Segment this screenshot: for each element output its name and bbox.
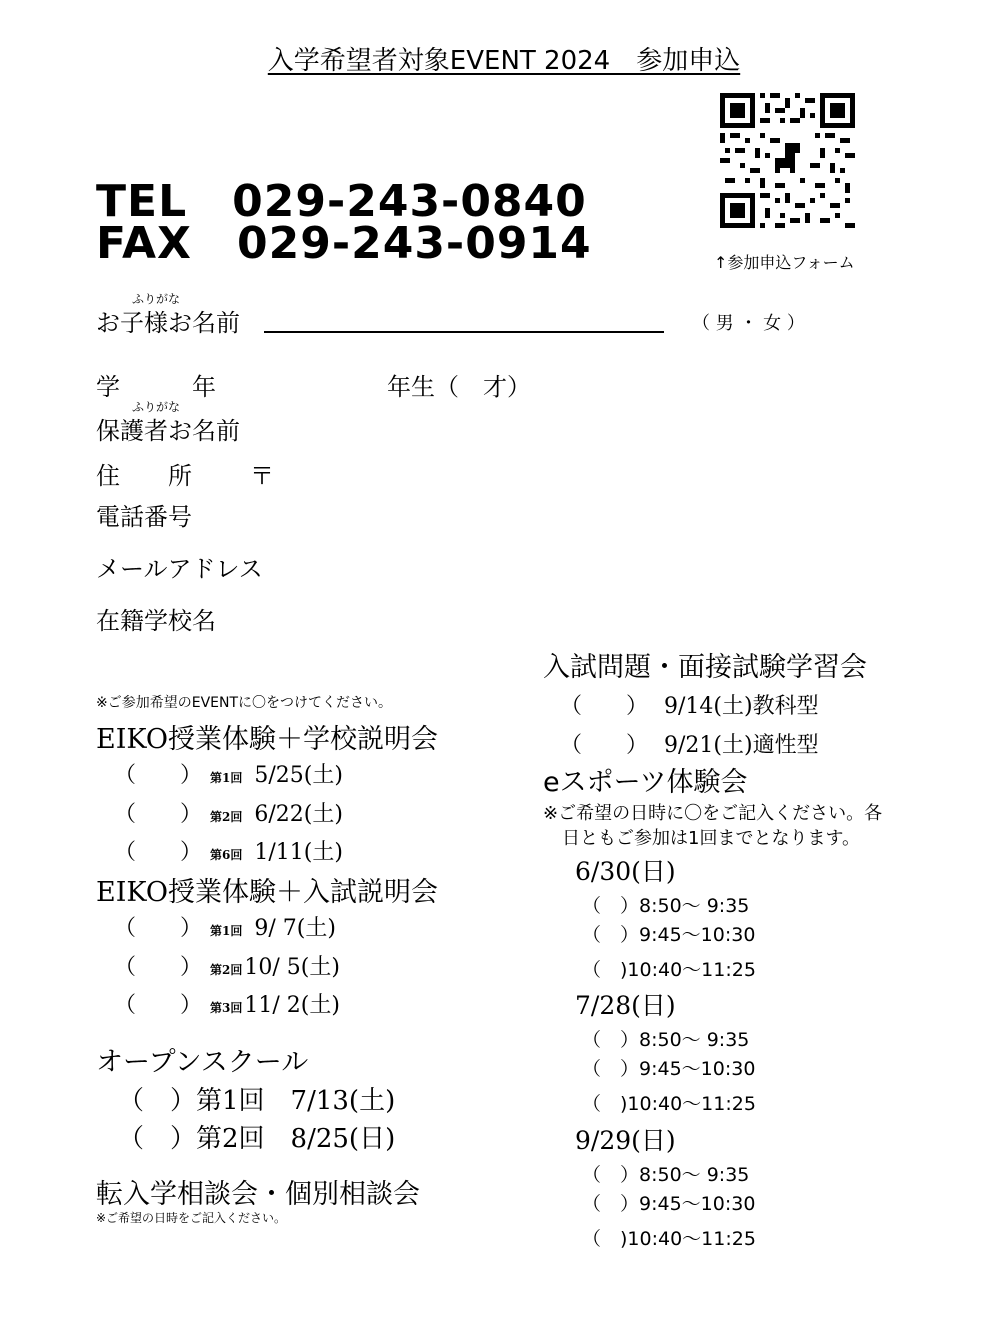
time-slot[interactable]: （ ）8:50～ 9:35	[582, 1164, 750, 1186]
esports-note-line1: ※ご希望の日時に〇をご記入ください。各	[543, 803, 883, 824]
time-slot[interactable]: （ )10:40～11:25	[582, 1093, 756, 1115]
esports-note-line2: 日ともご参加は1回までとなります。	[562, 828, 861, 849]
section-transfer-consult-title: 転入学相談会・個別相談会	[96, 1179, 420, 1210]
section-exam-study-title: 入試問題・面接試験学習会	[543, 652, 867, 683]
time-slot[interactable]: （ )10:40～11:25	[582, 1228, 756, 1250]
grade-label: 学 年	[96, 373, 216, 401]
child-name-line[interactable]	[264, 331, 664, 333]
list-item[interactable]: （ ） 第2回 6/22(土)	[114, 802, 343, 827]
time-slot[interactable]: （ ）9:45～10:30	[582, 924, 756, 946]
qr-caption: ↑参加申込フォーム	[714, 253, 855, 272]
fax-number: FAX 029-243-0914	[96, 218, 592, 269]
list-item[interactable]: （ ） 第2回10/ 5(土)	[114, 955, 340, 980]
child-name-ruby: ふりがな	[132, 292, 181, 306]
email-label: メールアドレス	[96, 555, 263, 583]
section-esports-title: eスポーツ体験会	[543, 767, 748, 798]
gender-choice[interactable]: （ 男 ・ 女 ）	[692, 313, 805, 334]
list-item[interactable]: （ ） 9/14(土)教科型	[560, 694, 819, 719]
guardian-name-ruby: ふりがな	[132, 400, 181, 414]
event-note: ※ご参加希望のEVENTに〇をつけてください。	[96, 695, 393, 711]
list-item[interactable]: （ ）第2回 8/25(日)	[118, 1124, 396, 1154]
section-school-briefing-title: EIKO授業体験＋学校説明会	[96, 724, 438, 755]
time-slot[interactable]: （ ）8:50～ 9:35	[582, 1029, 750, 1051]
time-slot[interactable]: （ ）9:45～10:30	[582, 1193, 756, 1215]
school-label: 在籍学校名	[96, 607, 216, 635]
list-item[interactable]: （ ） 第6回 1/11(土)	[114, 840, 343, 865]
transfer-note: ※ご希望の日時をご記入ください。	[96, 1211, 287, 1225]
grade-suffix: 年生（ 才）	[387, 373, 531, 401]
list-item[interactable]: （ ） 9/21(土)適性型	[560, 733, 819, 758]
child-name-label: お子様お名前	[96, 309, 240, 337]
time-slot[interactable]: （ ）9:45～10:30	[582, 1058, 756, 1080]
list-item[interactable]: （ ） 第1回 9/ 7(土)	[114, 916, 336, 941]
esports-day-date: 7/28(日)	[575, 991, 676, 1020]
address-label: 住 所	[96, 462, 192, 490]
esports-day-date: 6/30(日)	[575, 857, 676, 886]
list-item[interactable]: （ ） 第1回 5/25(土)	[114, 763, 343, 788]
list-item[interactable]: （ ）第1回 7/13(土)	[118, 1086, 396, 1116]
postal-mark: 〒	[250, 462, 274, 490]
phone-label: 電話番号	[96, 503, 192, 531]
esports-day-date: 9/29(日)	[575, 1126, 676, 1155]
list-item[interactable]: （ ） 第3回11/ 2(土)	[114, 993, 340, 1018]
section-exam-briefing-title: EIKO授業体験＋入試説明会	[96, 877, 438, 908]
qr-code-icon[interactable]	[720, 93, 855, 228]
guardian-name-label: 保護者お名前	[96, 417, 240, 445]
section-open-school-title: オープンスクール	[96, 1047, 309, 1078]
tel-number: TEL 029-243-0840	[96, 176, 587, 227]
page-title: 入学希望者対象EVENT 2024 参加申込	[267, 46, 741, 76]
time-slot[interactable]: （ ）8:50～ 9:35	[582, 895, 750, 917]
time-slot[interactable]: （ )10:40～11:25	[582, 959, 756, 981]
